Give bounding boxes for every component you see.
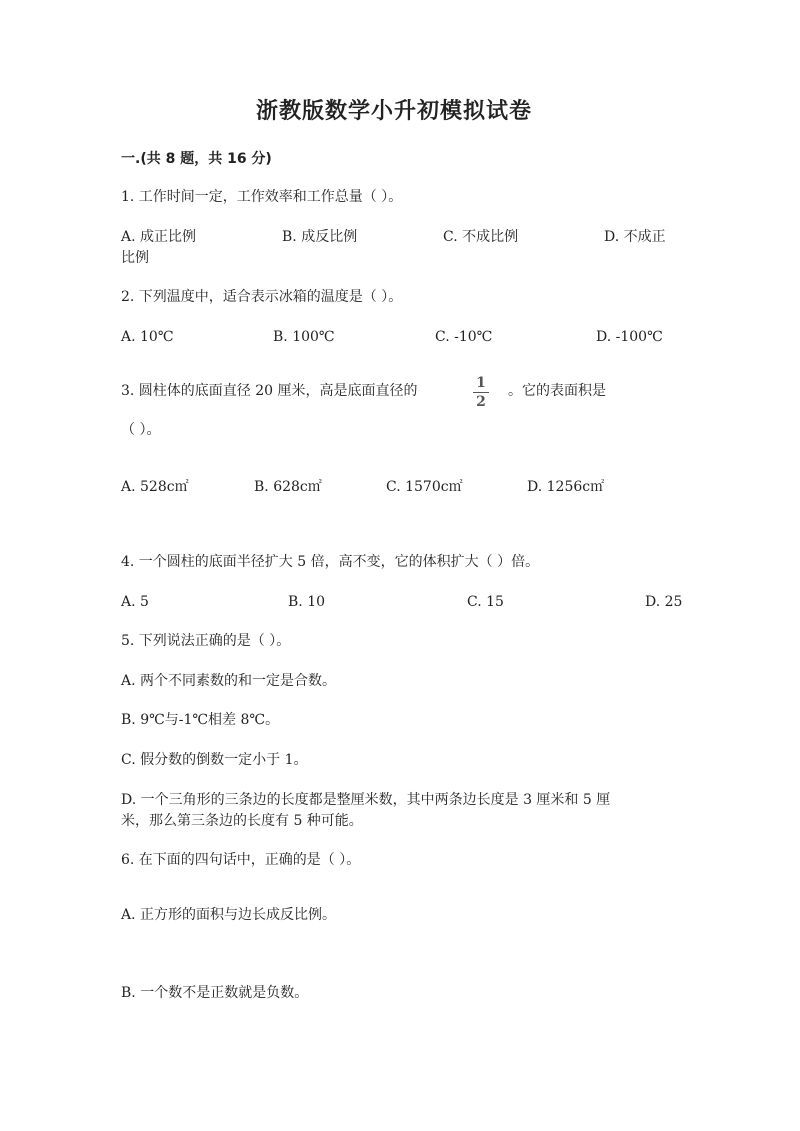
q2-option-b: B. 100℃ [273,329,335,345]
q5-option-d-line1: D. 一个三角形的三条边的长度都是整厘米数，其中两条边长度是 3 厘米和 5 厘 [121,792,611,808]
q5-option-d-line2: 米，那么第三条边的长度有 5 种可能。 [121,813,363,829]
q5-option-a: A. 两个不同素数的和一定是合数。 [121,673,337,689]
q6-option-b: B. 一个数不是正数就是负数。 [121,985,309,1001]
q3-option-c: C. 1570c㎡ [386,479,463,495]
q2-option-d: D. -100℃ [596,329,663,345]
q5-stem: 5. 下列说法正确的是（ ）。 [121,633,291,649]
q6-stem: 6. 在下面的四句话中，正确的是（ ）。 [121,852,361,868]
q4-option-a: A. 5 [121,594,149,610]
q3-option-b: B. 628c㎡ [254,479,322,495]
q2-option-c: C. -10℃ [435,329,493,345]
q5-option-b: B. 9℃与-1℃相差 8℃。 [121,712,280,728]
q1-option-c: C. 不成比例 [443,229,519,245]
q3-stem-part3: （ ）。 [121,422,161,438]
q1-option-d: D. 不成正 [604,229,666,245]
exam-title: 浙教版数学小升初模拟试卷 [256,99,533,124]
q3-option-d: D. 1256c㎡ [527,479,605,495]
q4-option-c: C. 15 [467,594,504,610]
q3-option-a: A. 528c㎡ [121,479,189,495]
q2-option-a: A. 10℃ [121,329,174,345]
fraction-bar [473,392,489,393]
q1-option-b: B. 成反比例 [282,229,358,245]
q5-option-c: C. 假分数的倒数一定小于 1。 [121,752,308,768]
q4-option-b: B. 10 [288,594,326,610]
one-half-fraction [473,376,489,409]
fraction-denominator: 2 [476,394,486,410]
q4-option-d: D. 25 [645,594,683,610]
q6-option-a: A. 正方形的面积与边长成反比例。 [121,907,337,923]
q1-option-a: A. 成正比例 [121,229,197,245]
q3-stem-part2: 。它的表面积是 [508,383,606,399]
q1-option-d-cont: 比例 [121,250,149,266]
q3-stem-part1: 3. 圆柱体的底面直径 20 厘米，高是底面直径的 [121,383,418,399]
q1-stem: 1. 工作时间一定，工作效率和工作总量（ ）。 [121,189,403,205]
section-heading: 一.(共 8 题，共 16 分) [121,151,272,167]
fraction-numerator: 1 [476,375,486,391]
q2-stem: 2. 下列温度中，适合表示冰箱的温度是（ ）。 [121,289,403,305]
q4-stem: 4. 一个圆柱的底面半径扩大 5 倍，高不变，它的体积扩大（ ）倍。 [121,554,540,570]
